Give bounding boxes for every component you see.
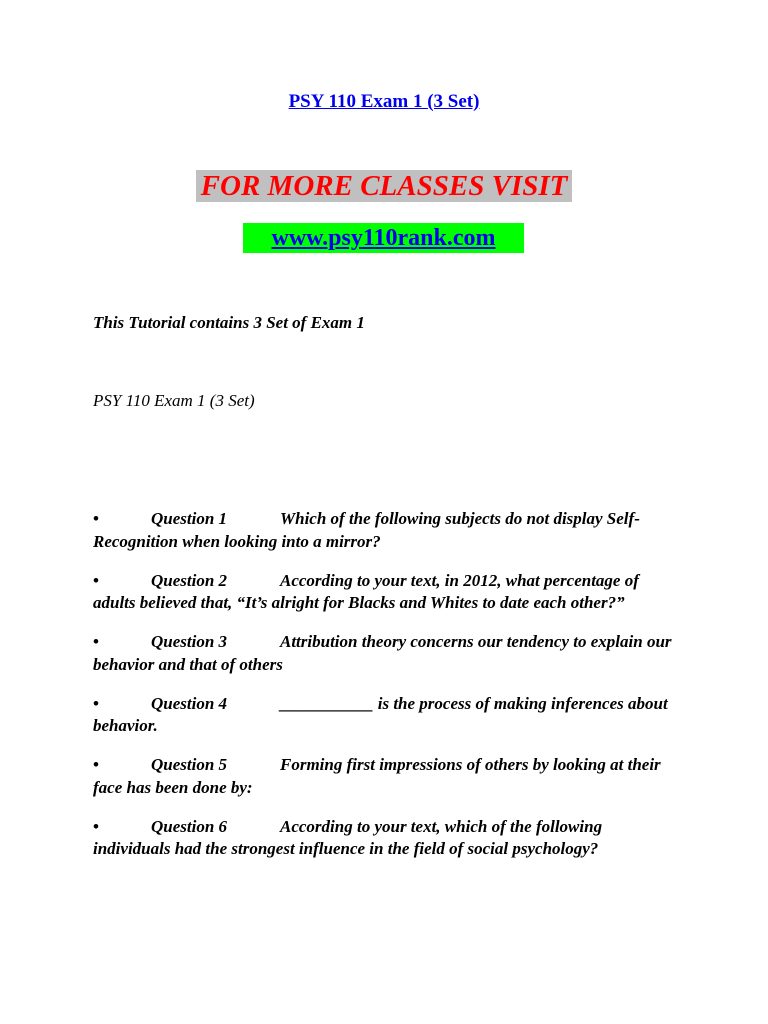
intro-text: This Tutorial contains 3 Set of Exam 1: [93, 313, 365, 332]
question-item: [93, 631, 683, 676]
bullet-icon: •: [93, 509, 99, 528]
question-item: [93, 693, 683, 738]
question-number: Question 1: [151, 509, 228, 528]
bullet-icon: •: [93, 632, 99, 651]
bullet-icon: •: [93, 755, 99, 774]
question-number: Question 4: [151, 693, 228, 713]
bullet-icon: •: [93, 693, 99, 713]
question-list: [93, 508, 683, 877]
question-item: [93, 816, 683, 861]
question-item: [93, 570, 683, 615]
bullet-icon: •: [93, 570, 99, 590]
exam-subheading: PSY 110 Exam 1 (3 Set): [93, 391, 255, 410]
question-text: ___________ is the process of making inferences about behavior.: [93, 693, 668, 735]
promo-banner: FOR MORE CLASSES VISIT: [196, 170, 572, 202]
question-number: Question 2: [151, 570, 228, 590]
question-text: According to your text, which of the following individuals had the strongest influence in the field of social psychology?: [93, 816, 603, 858]
question-text: According to your text, in 2012, what percentage of adults believed that, “It’s alright for Blacks and Whites to date each other?”: [93, 570, 639, 612]
question-item: [93, 754, 683, 799]
question-text: Forming first impressions of others by looking at their face has been done by:: [93, 755, 661, 797]
title-link[interactable]: PSY 110 Exam 1 (3 Set): [288, 91, 480, 112]
bullet-icon: •: [93, 816, 99, 836]
question-number: Question 3: [151, 632, 228, 651]
question-number: Question 6: [151, 816, 228, 836]
question-text: Which of the following subjects do not display Self-Recognition when looking into a mirror?: [93, 509, 640, 551]
question-item: [93, 508, 683, 553]
question-number: Question 5: [151, 755, 228, 774]
question-text: Attribution theory concerns our tendency to explain our behavior and that of others: [93, 632, 672, 674]
site-link[interactable]: www.psy110rank.com: [243, 223, 524, 253]
